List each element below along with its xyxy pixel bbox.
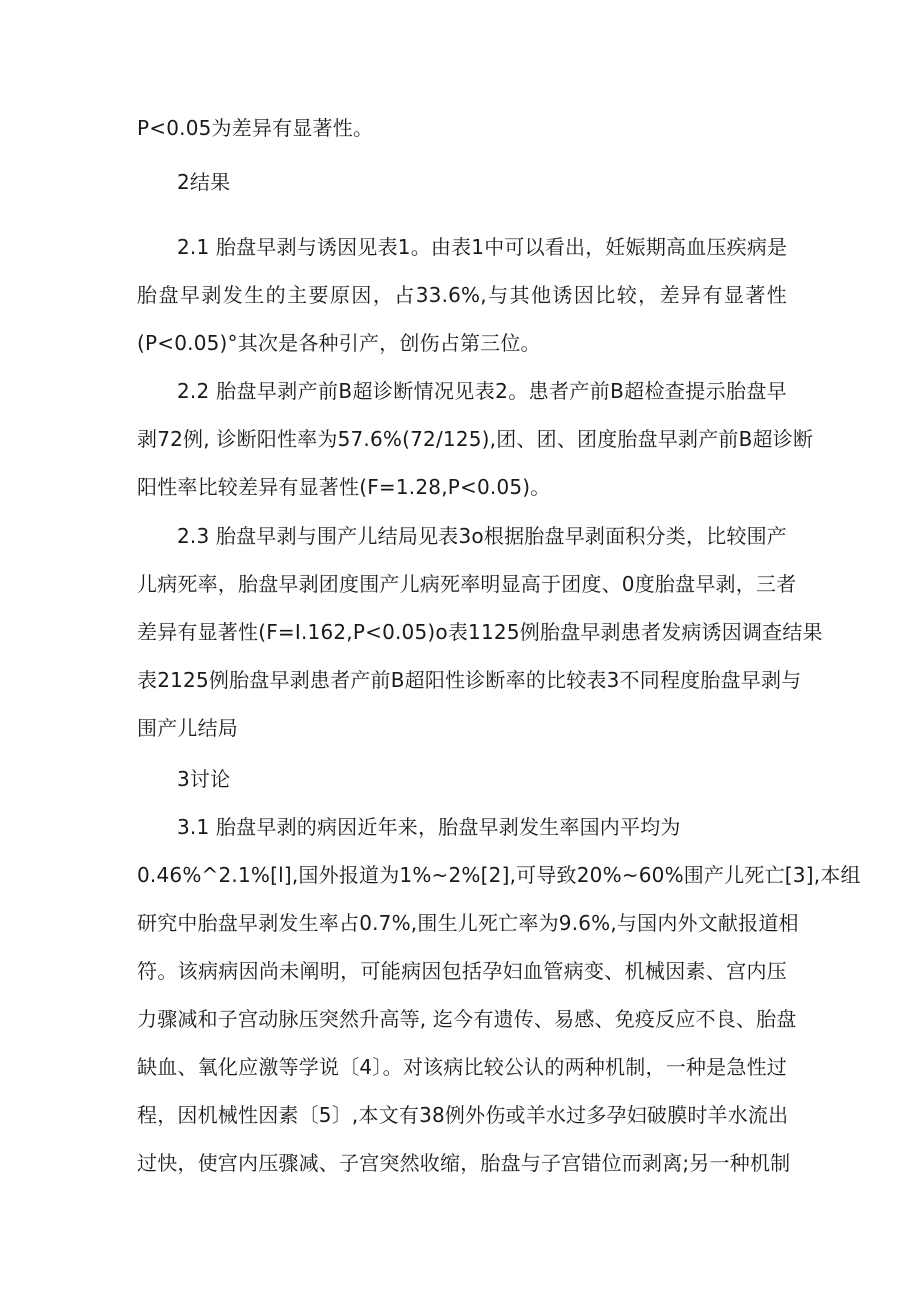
text-line: 差异有显著性(F=I.162,P<0.05)o表1125例胎盘早剥患者发病诱因调查结果	[137, 620, 823, 644]
text-line: 阳性率比较差异有显著性(F=1.28,P<0.05)。	[137, 475, 551, 499]
text-line: 过快，使宫内压骤减、子宫突然收缩，胎盘与子宫错位而剥离;另一种机制	[137, 1151, 791, 1175]
text-line: 围产儿结局	[137, 716, 238, 740]
text-line: 0.46%^2.1%[l],国外报道为1%~2%[2],可导致20%~60%围产儿死亡[3],本组	[137, 863, 861, 887]
text-line: 3.1 胎盘早剥的病因近年来，胎盘早剥发生率国内平均为	[177, 815, 681, 839]
section-heading: 3讨论	[177, 767, 231, 791]
text-line: 缺血、氧化应激等学说〔4〕。对该病比较公认的两种机制，一种是急性过	[137, 1055, 787, 1079]
text-line: 胎盘早剥发生的主要原因，占33.6%,与其他诱因比较，差异有显著性	[137, 283, 787, 307]
text-line: 程，因机械性因素〔5〕,本文有38例外伤或羊水过多孕妇破膜时羊水流出	[137, 1103, 789, 1127]
text-line: 2.3 胎盘早剥与围产儿结局见表3o根据胎盘早剥面积分类，比较围产	[177, 524, 787, 548]
text-line: 表2125例胎盘早剥患者产前B超阳性诊断率的比较表3不同程度胎盘早剥与	[137, 668, 802, 692]
text-line: 符。该病病因尚未阐明，可能病因包括孕妇血管病变、机械因素、宫内压	[137, 959, 787, 983]
section-heading: 2结果	[177, 170, 231, 194]
text-line: 2.2 胎盘早剥产前B超诊断情况见表2。患者产前B超检查提示胎盘早	[177, 379, 787, 403]
text-line: 儿病死率，胎盘早剥团度围产儿病死率明显高于团度、0度胎盘早剥，三者	[137, 572, 797, 596]
text-line: 2.1 胎盘早剥与诱因见表1。由表1中可以看出，妊娠期高血压疾病是	[177, 235, 788, 259]
text-line: 研究中胎盘早剥发生率占0.7%,围生儿死亡率为9.6%,与国内外文献报道相	[137, 911, 799, 935]
text-line: P<0.05为差异有显著性。	[137, 116, 374, 140]
text-line: 力骤减和子宫动脉压突然升高等, 迄今有遗传、易感、免疫反应不良、胎盘	[137, 1007, 797, 1031]
text-line: 剥72例, 诊断阳性率为57.6%(72/125),团、团、团度胎盘早剥产前B超诊断	[137, 427, 814, 451]
text-line: (P<0.05)°其次是各种引产，创伤占第三位。	[137, 331, 541, 355]
